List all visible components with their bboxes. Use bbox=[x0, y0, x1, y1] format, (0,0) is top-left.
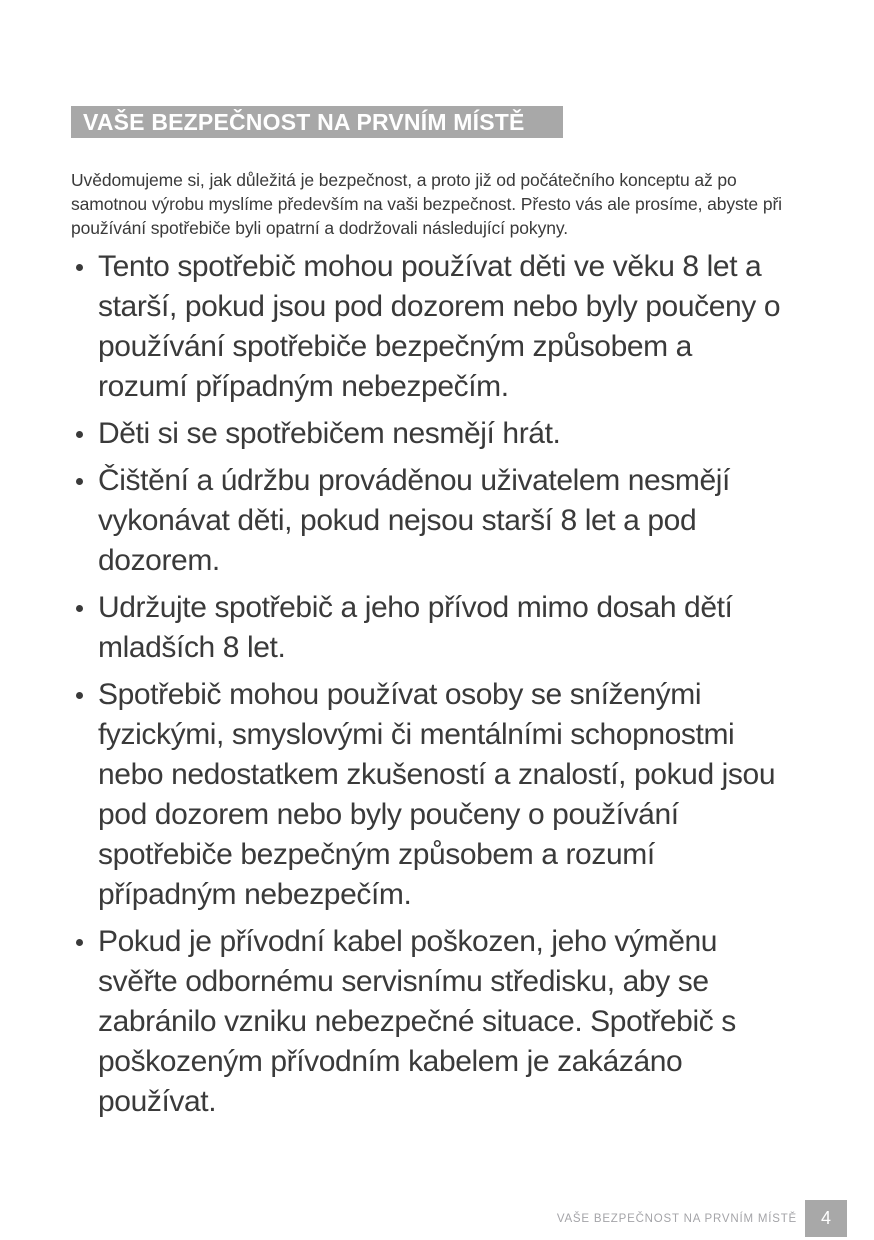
section-title: VAŠE BEZPEČNOST NA PRVNÍM MÍSTĚ bbox=[83, 108, 525, 135]
safety-instruction-text: Spotřebič mohou používat osoby se sníženými fyzickými, smyslovými či mentálními schopnostmi nebo nedostatkem zkušeností a znalostí, pokud jsou pod dozorem nebo byly poučeny o používání spotřebiče bezpečným způsobem a rozumí případným nebezpečím. bbox=[98, 678, 776, 911]
bullet-icon bbox=[76, 478, 83, 485]
bullet-icon bbox=[76, 605, 83, 612]
bullet-icon bbox=[76, 431, 83, 438]
safety-instruction-text: Pokud je přívodní kabel poškozen, jeho výměnu svěřte odbornému servisnímu středisku, aby se zabránilo vzniku nebezpečné situace. Spotřebič s poškozeným přívodním kabelem je zakázáno používat. bbox=[98, 925, 736, 1118]
list-item bbox=[71, 461, 787, 581]
bullet-icon bbox=[76, 264, 83, 271]
list-item bbox=[71, 588, 787, 668]
section-header-bar bbox=[71, 106, 563, 138]
page-number: 4 bbox=[820, 1208, 831, 1228]
bullet-icon bbox=[76, 692, 83, 699]
safety-instruction-text: Děti si se spotřebičem nesmějí hrát. bbox=[98, 417, 561, 450]
safety-instruction-text: Tento spotřebič mohou používat děti ve věku 8 let a starší, pokud jsou pod dozorem nebo byly poučeny o používání spotřebiče bezpečným způsobem a rozumí případným nebezpečím. bbox=[98, 250, 781, 403]
safety-instruction-text: Čištění a údržbu prováděnou uživatelem nesmějí vykonávat děti, pokud nejsou starší 8 let a pod dozorem. bbox=[98, 464, 730, 577]
list-item bbox=[71, 922, 787, 1122]
safety-instruction-text: Udržujte spotřebič a jeho přívod mimo dosah dětí mladších 8 let. bbox=[98, 591, 733, 664]
safety-instruction-list bbox=[71, 247, 787, 1129]
page-number-box bbox=[805, 1200, 847, 1237]
intro-paragraph: Uvědomujeme si, jak důležitá je bezpečnost, a proto již od počátečního konceptu až po samotnou výrobu myslíme především na vaši bezpečnost. Přesto vás ale prosíme, abyste při používání spotřebiče byli opatrní a dodržovali následující pokyny. bbox=[71, 169, 782, 238]
list-item bbox=[71, 675, 787, 915]
page-footer bbox=[557, 1200, 847, 1237]
bullet-icon bbox=[76, 939, 83, 946]
list-item bbox=[71, 414, 787, 454]
footer-running-title: VAŠE BEZPEČNOST NA PRVNÍM MÍSTĚ bbox=[556, 1212, 797, 1225]
list-item bbox=[71, 247, 787, 407]
